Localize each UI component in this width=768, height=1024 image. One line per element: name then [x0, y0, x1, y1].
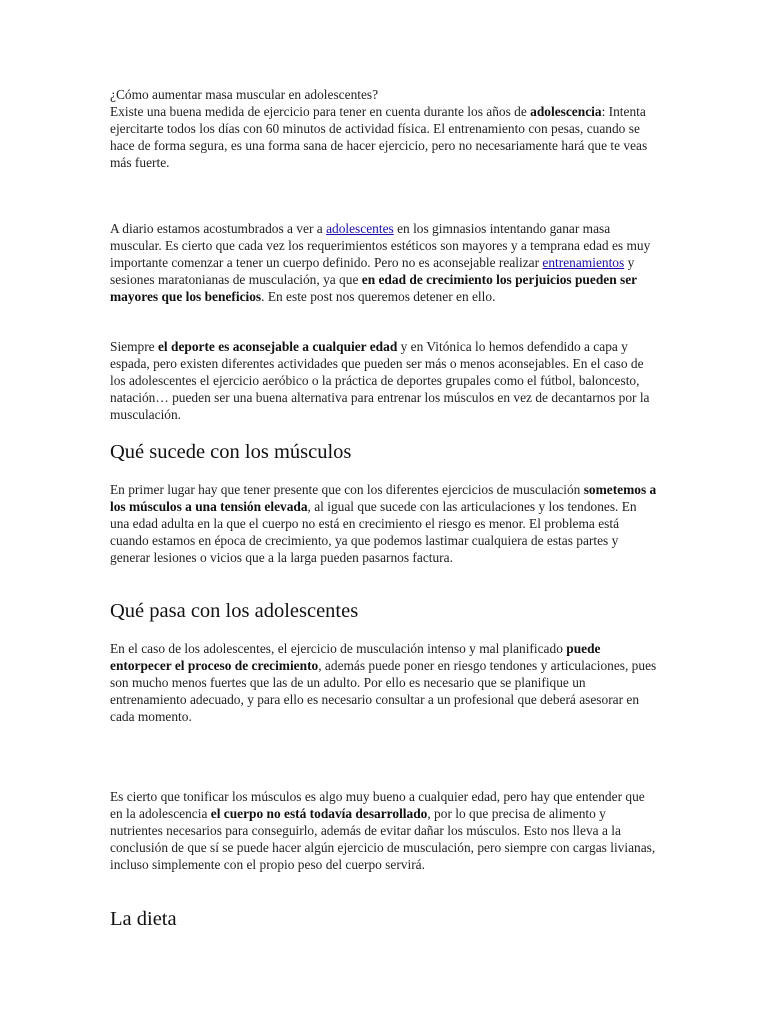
bold-deporte-aconsejable: el deporte es aconsejable a cualquier edad [157, 339, 398, 354]
bold-perjuicios: en edad de crecimiento los perjuicios pueden ser mayores que los beneficios [110, 271, 637, 304]
link-entrenamientos[interactable]: entrenamientos [542, 254, 625, 270]
heading-que-pasa-adolescentes: Qué pasa con los adolescentes [110, 600, 359, 622]
intro-question: ¿Cómo aumentar masa muscular en adolescentes? [110, 87, 379, 102]
heading-que-sucede-musculos: Qué sucede con los músculos [110, 441, 352, 463]
link-adolescentes[interactable]: adolescentes [326, 221, 394, 236]
intro-bold-adolescencia: adolescencia [530, 103, 602, 119]
paragraph-adolescentes: En el caso de los adolescentes, el ejercicio de musculación intenso y mal planificado puede entorpecer el proceso de crecimiento, además puede poner en riesgo tendones y articulaciones, pues son mucho menos fuertes que las de un adulto. Por ello es necesario que se planifique un entrenamiento adecuado, y para ello es necesario consultar a un profesional que deberá asesorar en cada momento. [110, 641, 657, 724]
heading-la-dieta: La dieta [110, 908, 177, 930]
paragraph-musculos: En primer lugar hay que tener presente que con los diferentes ejercicios de musculación sometemos a los músculos a una tensión elevada, al igual que sucede con las articulaciones y los tendones. En una edad adulta en la que el cuerpo no está en crecimiento el riesgo es menor. El problema está cuando estamos en época de crecimiento, ya que podemos lastimar cualquiera de estas partes y generar lesiones o vicios que a la larga pueden pasarnos factura. [110, 482, 657, 565]
paragraph-deporte: Siempre el deporte es aconsejable a cualquier edad y en Vitónica lo hemos defendido a capa y espada, pero existen diferentes actividades que pueden ser más o menos aconsejables. En el caso de los adolescentes el ejercicio aeróbico o la práctica de deportes grupales como el fútbol, baloncesto, natación… pueden ser una buena alternativa para entrenar los músculos en vez de decantarnos por la musculación. [110, 339, 650, 422]
paragraph-tonificar: Es cierto que tonificar los músculos es algo muy bueno a cualquier edad, pero hay que entender que en la adolescencia el cuerpo no está todavía desarrollado, por lo que precisa de alimento y nutrientes necesarios para conseguirlo, además de evitar dañar los músculos. Esto nos lleva a la conclusión de que sí se puede hacer algún ejercicio de musculación, pero siempre con cargas livianas, incluso simplemente con el propio peso del cuerpo servirá. [110, 789, 656, 872]
intro-paragraph: ¿Cómo aumentar masa muscular en adolescentes? Existe una buena medida de ejercicio para tener en cuenta durante los años de adolescencia: Intenta ejercitarte todos los días con 60 minutos de actividad física. El entrenamiento con pesas, cuando se hace de forma segura, es una forma sana de hacer ejercicio, pero no necesariamente hará que te veas más fuerte. [110, 87, 648, 170]
paragraph-gimnasios: A diario estamos acostumbrados a ver a adolescentes en los gimnasios intentando ganar masa muscular. Es cierto que cada vez los requerimientos estéticos son mayores y a temprana edad es muy importante comenzar a tener un cuerpo definido. Pero no es aconsejable realizar entrenamientos y sesiones maratonianas de musculación, ya que en edad de crecimiento los perjuicios pueden ser mayores que los beneficios. En este post nos queremos detener en ello. [110, 221, 651, 304]
bold-tension-elevada: sometemos a los músculos a una tensión elevada [110, 482, 657, 514]
bold-cuerpo-no-desarrollado: el cuerpo no está todavía desarrollado [210, 805, 428, 821]
bold-entorpecer-crecimiento: puede entorpecer el proceso de crecimiento [110, 641, 601, 673]
